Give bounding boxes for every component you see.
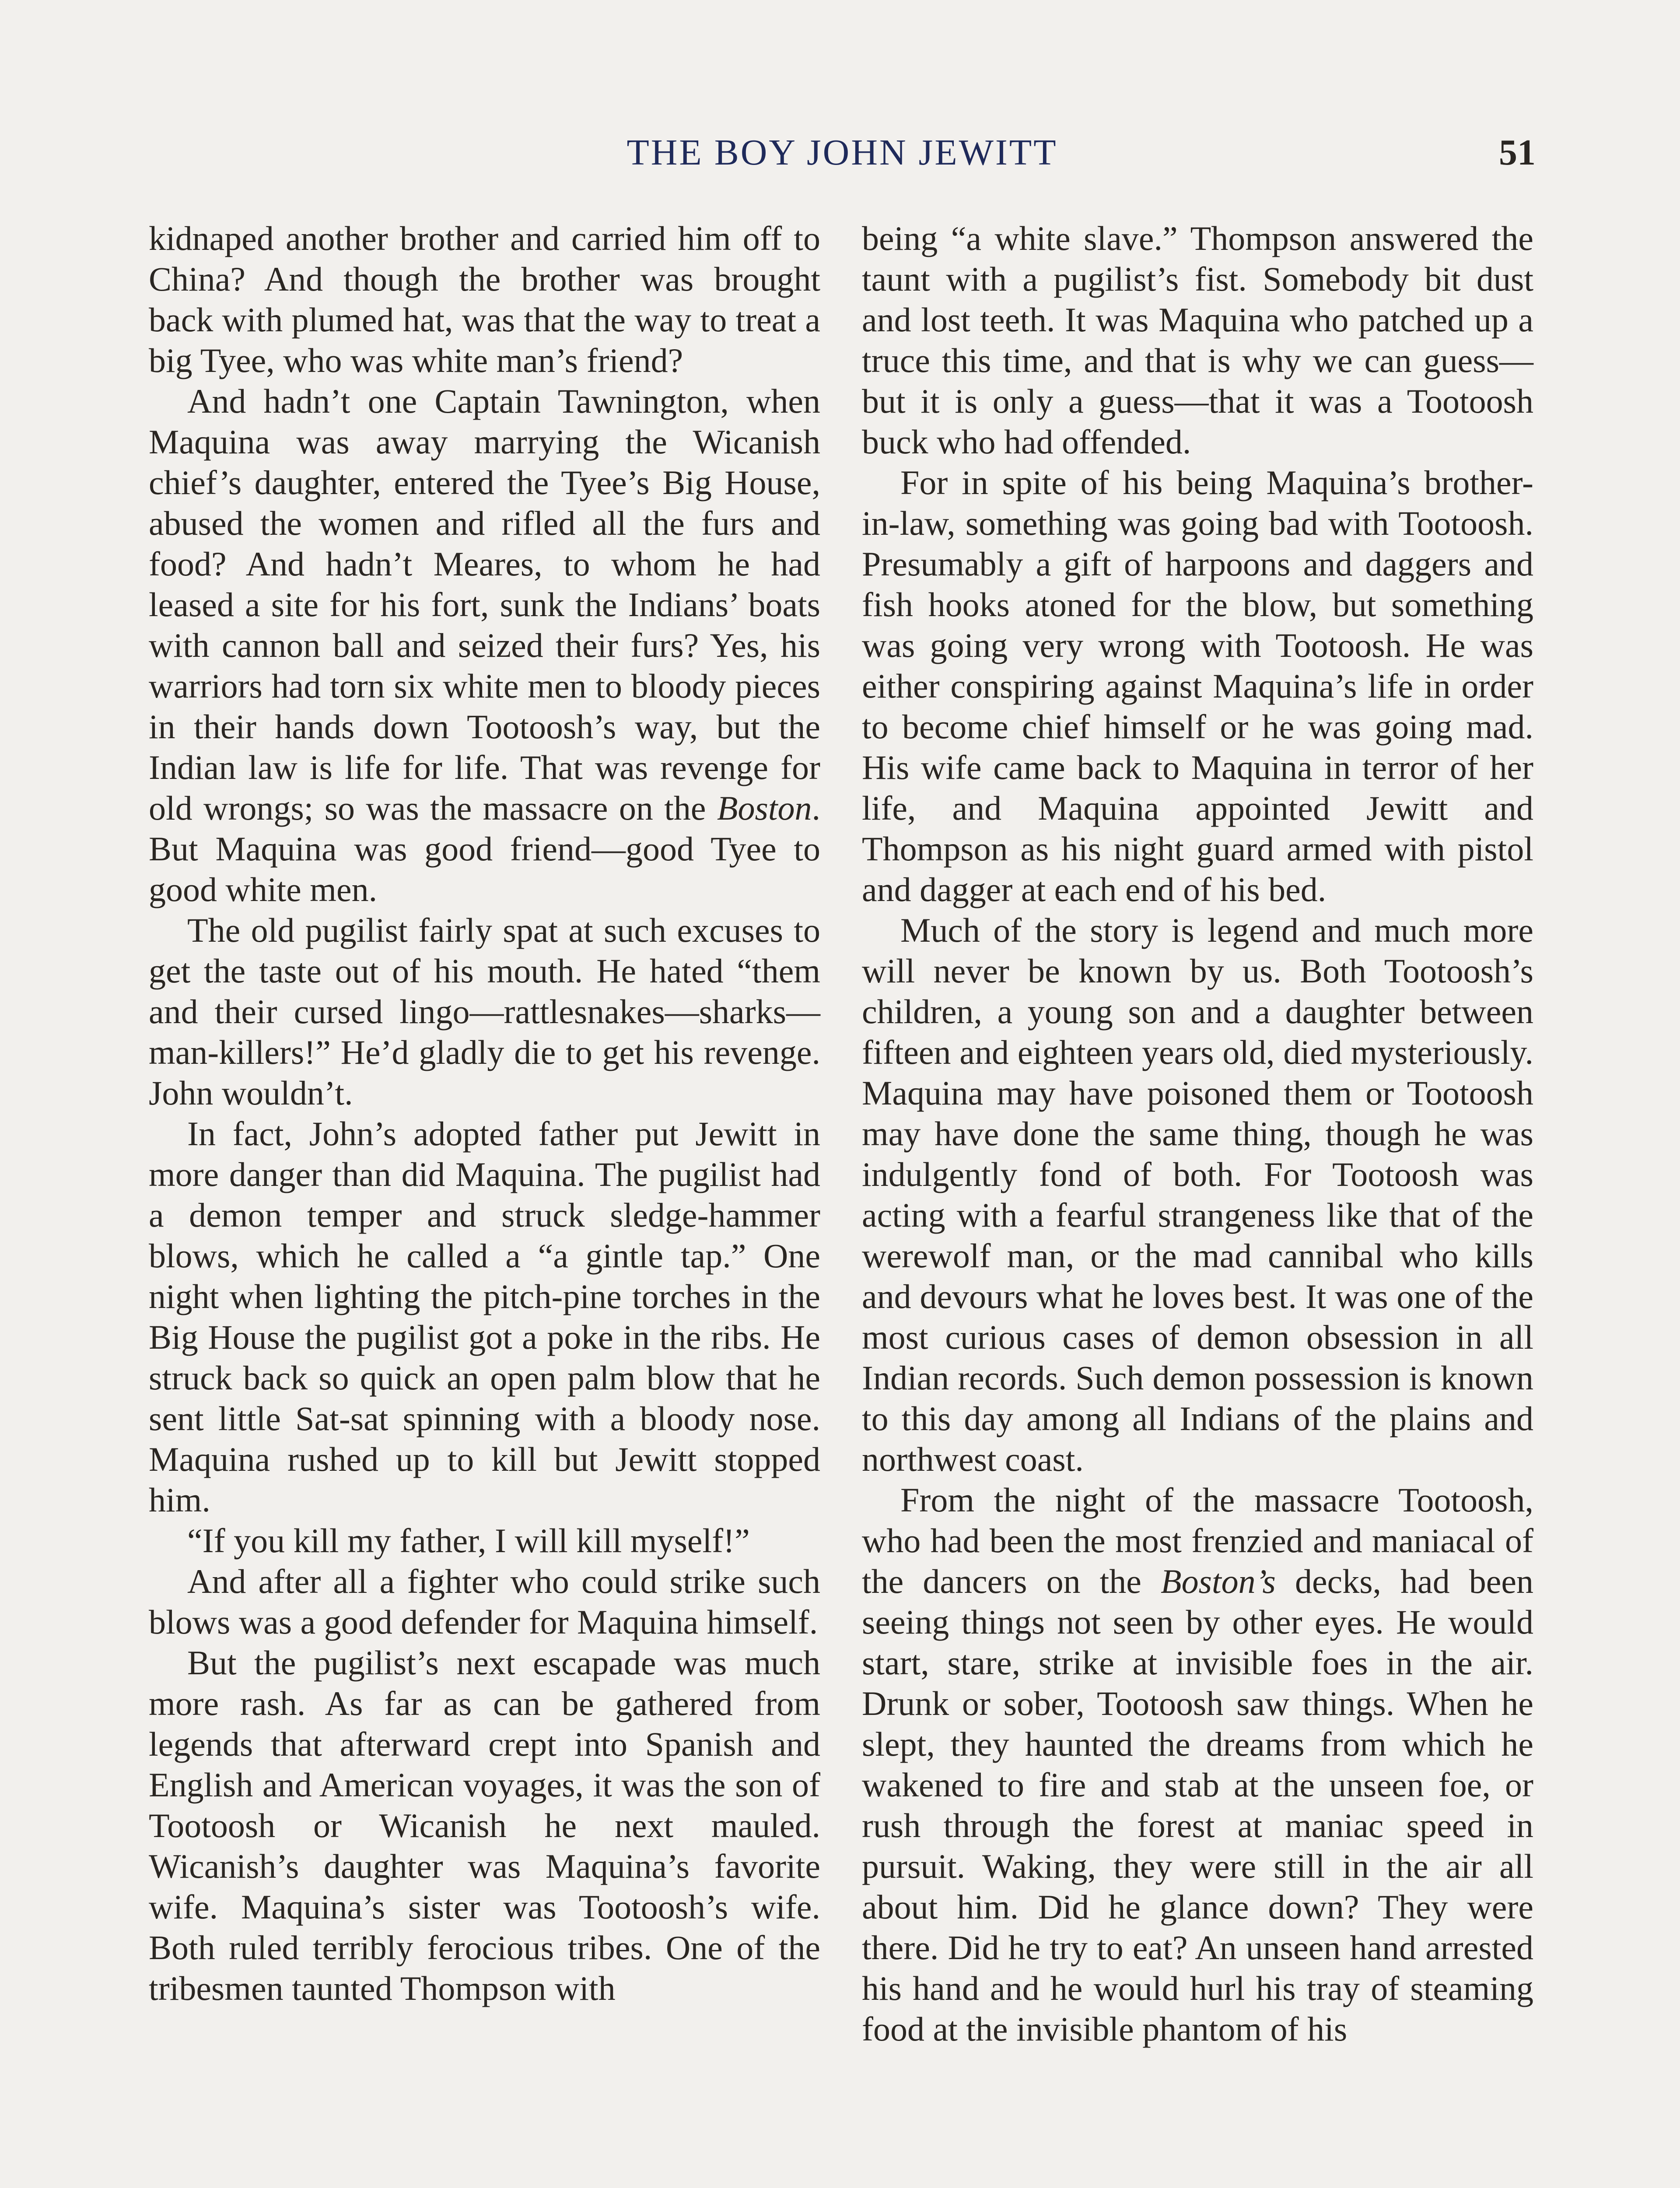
paragraph: In fact, John’s adopted father put Jewitt in more danger than did Maquina. The pugilist had a demon temper and struck sledge-hammer blows, which he called a “a gintle tap.” One night when lighting the pitch-pine torches in the Big House the pugilist got a poke in the ribs. He struck back so quick an open palm blow that he sent little Sat-sat spinning with a bloody nose. Maquina rushed up to kill but Jewitt stopped him. (149, 1115, 820, 1519)
right-column (862, 218, 1533, 2049)
paragraph (862, 1480, 1533, 2049)
paragraph: kidnaped another brother and carried him off to China? And though the brother was brought back with plumed hat, was that the way to treat a big Tyee, who was white man’s friend? (149, 219, 820, 379)
paragraph-text: And hadn’t one Captain Tawnington, when Maquina was away marrying the Wicanish chief’s daughter, entered the Tyee’s Big House, abused the women and rifled all the furs and food? And hadn’t Meares, to whom he had leased a site for his fort, sunk the Indians’ boats with cannon ball and seized their furs? Yes, his warriors had torn six white men to bloody pieces in their hands down Tootoosh’s way, but the Indian law is life for life. That was revenge for old wrongs; so was the massacre on the (149, 382, 820, 827)
page-number: 51 (1499, 132, 1536, 173)
paragraph: But the pugilist’s next escapade was much more rash. As far as can be gathered from legends that afterward crept into Spanish and English and American voyages, it was the son of Tootoosh or Wicanish he next mauled. Wicanish’s daughter was Maquina’s favorite wife. Maquina’s sister was Tootoosh’s wife. Both ruled terribly ferocious tribes. One of the tribesmen taunted Thompson with (149, 1644, 820, 2007)
paragraph (149, 381, 820, 910)
running-header (149, 131, 1536, 179)
paragraph-text: From the night of the massacre Tootoosh, who had been the most frenzied and maniacal of the dancers on the (862, 1481, 1533, 1600)
paragraph-text: . But Maquina was good friend—good Tyee to good white men. (149, 789, 820, 908)
ship-name: Boston’s (1160, 1562, 1276, 1600)
running-head-title: THE BOY JOHN JEWITT (626, 132, 1058, 173)
paragraph: And after all a fighter who could strike such blows was a good defender for Maquina himself. (149, 1562, 820, 1641)
paragraph: “If you kill my father, I will kill myself!” (187, 1522, 750, 1560)
paragraph: being “a white slave.” Thompson answered the taunt with a pugilist’s fist. Somebody bit dust and lost teeth. It was Maquina who patched up a truce this time, and that is why we can guess—but it is only a guess—that it was a Tootoosh buck who had offended. (862, 219, 1533, 461)
paragraph: Much of the story is legend and much more will never be known by us. Both Tootoosh’s children, a young son and a daughter between fifteen and eighteen years old, died mysteriously. Maquina may have poisoned them or Tootoosh may have done the same thing, though he was indulgently fond of both. For Tootoosh was acting with a fearful strangeness like that of the werewolf man, or the mad cannibal who kills and devours what he loves best. It was one of the most curious cases of demon obsession in all Indian records. Such demon possession is known to this day among all Indians of the plains and northwest coast. (862, 911, 1533, 1478)
paragraph-text: decks, had been seeing things not seen by other eyes. He would start, stare, strike at invisible foes in the air. Drunk or sober, Tootoosh saw things. When he slept, they haunted the dreams from which he wakened to fire and stab at the unseen foe, or rush through the forest at maniac speed in pursuit. Waking, they were still in the air all about him. Did he glance down? They were there. Did he try to eat? An unseen hand arrested his hand and he would hurl his tray of steaming food at the invisible phantom of his (862, 1562, 1533, 2048)
ship-name: Boston (717, 789, 812, 827)
paragraph: For in spite of his being Maquina’s brother-in-law, something was going bad with Tootoosh. Presumably a gift of harpoons and daggers and fish hooks atoned for the blow, but something was going very wrong with Tootoosh. He was either conspiring against Maquina’s life in order to become chief himself or he was going mad. His wife came back to Maquina in terror of her life, and Maquina appointed Jewitt and Thompson as his night guard armed with pistol and dagger at each end of his bed. (862, 463, 1533, 908)
left-column (149, 218, 820, 2009)
paragraph: The old pugilist fairly spat at such excuses to get the taste out of his mouth. He hated “them and their cursed lingo—rattlesnakes—sharks—man-killers!” He’d gladly die to get his revenge. John wouldn’t. (149, 911, 820, 1112)
